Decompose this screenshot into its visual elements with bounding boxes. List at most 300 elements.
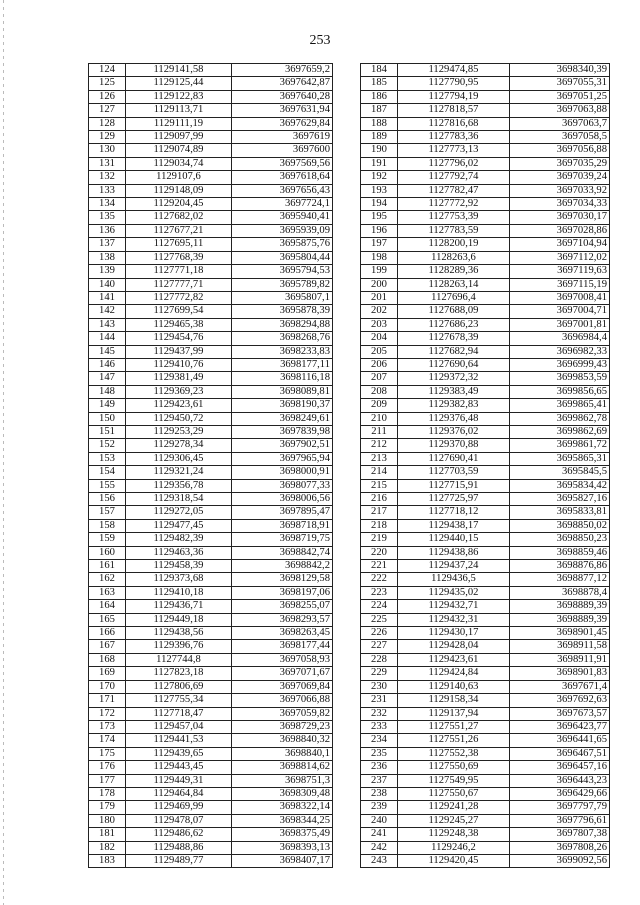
- table-row: [89, 667, 333, 680]
- point-number-cell: 230: [361, 680, 398, 693]
- point-number-cell: 209: [361, 399, 398, 412]
- x-coordinate-cell: 1129441,53: [126, 734, 232, 747]
- x-coordinate-cell: 1129458,39: [126, 560, 232, 573]
- table-row: [89, 734, 333, 747]
- x-coordinate-cell: 1129486,62: [126, 828, 232, 841]
- point-number-cell: 200: [361, 278, 398, 291]
- point-number-cell: 213: [361, 452, 398, 465]
- x-coordinate-cell: 1129122,83: [126, 90, 232, 103]
- x-coordinate-cell: 1127792,74: [398, 171, 510, 184]
- x-coordinate-cell: 1129396,76: [126, 640, 232, 653]
- y-coordinate-cell: 3697631,94: [232, 104, 333, 117]
- point-number-cell: 153: [89, 452, 126, 465]
- x-coordinate-cell: 1127773,13: [398, 144, 510, 157]
- x-coordinate-cell: 1127725,97: [398, 493, 510, 506]
- x-coordinate-cell: 1128200,19: [398, 238, 510, 251]
- point-number-cell: 210: [361, 412, 398, 425]
- table-row: [361, 131, 610, 144]
- point-number-cell: 236: [361, 761, 398, 774]
- y-coordinate-cell: 3698309,48: [232, 787, 333, 800]
- point-number-cell: 146: [89, 358, 126, 371]
- x-coordinate-cell: 1129245,27: [398, 814, 510, 827]
- x-coordinate-cell: 1129141,58: [126, 64, 232, 77]
- y-coordinate-cell: 3697119,63: [510, 265, 610, 278]
- y-coordinate-cell: 3697600: [232, 144, 333, 157]
- x-coordinate-cell: 1127715,91: [398, 479, 510, 492]
- y-coordinate-cell: 3698197,06: [232, 586, 333, 599]
- table-row: [361, 466, 610, 479]
- y-coordinate-cell: 3697034,33: [510, 198, 610, 211]
- table-row: [89, 278, 333, 291]
- point-number-cell: 162: [89, 573, 126, 586]
- x-coordinate-cell: 1129248,38: [398, 828, 510, 841]
- y-coordinate-cell: 3699862,78: [510, 412, 610, 425]
- point-number-cell: 220: [361, 546, 398, 559]
- point-number-cell: 223: [361, 586, 398, 599]
- y-coordinate-cell: 3697629,84: [232, 117, 333, 130]
- x-coordinate-cell: 1129420,45: [398, 854, 510, 867]
- y-coordinate-cell: 3698859,46: [510, 546, 610, 559]
- x-coordinate-cell: 1129321,24: [126, 466, 232, 479]
- y-coordinate-cell: 3697051,25: [510, 90, 610, 103]
- y-coordinate-cell: 3697902,51: [232, 439, 333, 452]
- point-number-cell: 207: [361, 372, 398, 385]
- y-coordinate-cell: 3697569,56: [232, 157, 333, 170]
- x-coordinate-cell: 1129140,63: [398, 680, 510, 693]
- table-row: [361, 694, 610, 707]
- x-coordinate-cell: 1127699,54: [126, 305, 232, 318]
- point-number-cell: 135: [89, 211, 126, 224]
- x-coordinate-cell: 1129306,45: [126, 452, 232, 465]
- point-number-cell: 160: [89, 546, 126, 559]
- table-row: [361, 439, 610, 452]
- x-coordinate-cell: 1128263,6: [398, 251, 510, 264]
- point-number-cell: 134: [89, 198, 126, 211]
- y-coordinate-cell: 3697004,71: [510, 305, 610, 318]
- y-coordinate-cell: 3698729,23: [232, 720, 333, 733]
- table-row: [361, 828, 610, 841]
- point-number-cell: 192: [361, 171, 398, 184]
- point-number-cell: 151: [89, 425, 126, 438]
- point-number-cell: 233: [361, 720, 398, 733]
- point-number-cell: 148: [89, 385, 126, 398]
- x-coordinate-cell: 1129148,09: [126, 184, 232, 197]
- x-coordinate-cell: 1129373,68: [126, 573, 232, 586]
- x-coordinate-cell: 1129478,07: [126, 814, 232, 827]
- y-coordinate-cell: 3698877,12: [510, 573, 610, 586]
- y-coordinate-cell: 3698089,81: [232, 385, 333, 398]
- y-coordinate-cell: 3698340,39: [510, 64, 610, 77]
- x-coordinate-cell: 1127755,34: [126, 694, 232, 707]
- x-coordinate-cell: 1129241,28: [398, 801, 510, 814]
- table-row: [89, 707, 333, 720]
- table-row: [89, 533, 333, 546]
- point-number-cell: 218: [361, 519, 398, 532]
- table-row: [361, 425, 610, 438]
- point-number-cell: 212: [361, 439, 398, 452]
- x-coordinate-cell: 1127682,02: [126, 211, 232, 224]
- point-number-cell: 202: [361, 305, 398, 318]
- y-coordinate-cell: 3697673,57: [510, 707, 610, 720]
- y-coordinate-cell: 3695865,31: [510, 452, 610, 465]
- x-coordinate-cell: 1127718,12: [398, 506, 510, 519]
- table-row: [89, 841, 333, 854]
- y-coordinate-cell: 3697063,7: [510, 117, 610, 130]
- y-coordinate-cell: 3697656,43: [232, 184, 333, 197]
- point-number-cell: 241: [361, 828, 398, 841]
- point-number-cell: 149: [89, 399, 126, 412]
- table-row: [89, 694, 333, 707]
- table-row: [361, 224, 610, 237]
- table-row: [89, 238, 333, 251]
- x-coordinate-cell: 1127550,69: [398, 761, 510, 774]
- x-coordinate-cell: 1127783,36: [398, 131, 510, 144]
- y-coordinate-cell: 3695807,1: [232, 291, 333, 304]
- point-number-cell: 201: [361, 291, 398, 304]
- table-row: [89, 814, 333, 827]
- table-row: [361, 667, 610, 680]
- point-number-cell: 164: [89, 600, 126, 613]
- x-coordinate-cell: 1129465,38: [126, 318, 232, 331]
- x-coordinate-cell: 1129450,72: [126, 412, 232, 425]
- table-row: [89, 627, 333, 640]
- y-coordinate-cell: 3698814,62: [232, 761, 333, 774]
- point-number-cell: 156: [89, 493, 126, 506]
- x-coordinate-cell: 1129381,49: [126, 372, 232, 385]
- x-coordinate-cell: 1129034,74: [126, 157, 232, 170]
- point-number-cell: 170: [89, 680, 126, 693]
- y-coordinate-cell: 3697965,94: [232, 452, 333, 465]
- table-row: [361, 104, 610, 117]
- x-coordinate-cell: 1129489,77: [126, 854, 232, 867]
- y-coordinate-cell: 3696441,65: [510, 734, 610, 747]
- point-number-cell: 228: [361, 653, 398, 666]
- x-coordinate-cell: 1129457,04: [126, 720, 232, 733]
- table-row: [89, 104, 333, 117]
- x-coordinate-cell: 1127818,57: [398, 104, 510, 117]
- point-number-cell: 191: [361, 157, 398, 170]
- x-coordinate-cell: 1127551,26: [398, 734, 510, 747]
- x-coordinate-cell: 1129469,99: [126, 801, 232, 814]
- point-number-cell: 229: [361, 667, 398, 680]
- point-number-cell: 174: [89, 734, 126, 747]
- point-number-cell: 221: [361, 560, 398, 573]
- y-coordinate-cell: 3698889,39: [510, 600, 610, 613]
- point-number-cell: 206: [361, 358, 398, 371]
- table-row: [89, 251, 333, 264]
- point-number-cell: 168: [89, 653, 126, 666]
- y-coordinate-cell: 3698840,1: [232, 747, 333, 760]
- table-row: [361, 144, 610, 157]
- table-row: [361, 573, 610, 586]
- x-coordinate-cell: 1129428,04: [398, 640, 510, 653]
- x-coordinate-cell: 1129488,86: [126, 841, 232, 854]
- point-number-cell: 180: [89, 814, 126, 827]
- x-coordinate-cell: 1127823,18: [126, 667, 232, 680]
- table-row: [361, 291, 610, 304]
- table-row: [89, 318, 333, 331]
- table-row: [89, 157, 333, 170]
- table-row: [361, 774, 610, 787]
- y-coordinate-cell: 3695804,44: [232, 251, 333, 264]
- x-coordinate-cell: 1129440,15: [398, 533, 510, 546]
- y-coordinate-cell: 3698878,4: [510, 586, 610, 599]
- table-row: [361, 814, 610, 827]
- y-coordinate-cell: 3698249,61: [232, 412, 333, 425]
- table-row: [89, 224, 333, 237]
- y-coordinate-cell: 3696423,77: [510, 720, 610, 733]
- y-coordinate-cell: 3697642,87: [232, 77, 333, 90]
- point-number-cell: 195: [361, 211, 398, 224]
- x-coordinate-cell: 1127549,95: [398, 774, 510, 787]
- point-number-cell: 211: [361, 425, 398, 438]
- y-coordinate-cell: 3698876,86: [510, 560, 610, 573]
- table-row: [361, 613, 610, 626]
- x-coordinate-cell: 1129204,45: [126, 198, 232, 211]
- point-number-cell: 138: [89, 251, 126, 264]
- table-row: [89, 265, 333, 278]
- table-row: [89, 425, 333, 438]
- x-coordinate-cell: 1129443,45: [126, 761, 232, 774]
- x-coordinate-cell: 1127771,18: [126, 265, 232, 278]
- x-coordinate-cell: 1129253,29: [126, 425, 232, 438]
- point-number-cell: 208: [361, 385, 398, 398]
- point-number-cell: 193: [361, 184, 398, 197]
- point-number-cell: 197: [361, 238, 398, 251]
- point-number-cell: 188: [361, 117, 398, 130]
- table-row: [89, 144, 333, 157]
- point-number-cell: 141: [89, 291, 126, 304]
- y-coordinate-cell: 3698268,76: [232, 332, 333, 345]
- x-coordinate-cell: 1128263,14: [398, 278, 510, 291]
- table-row: [361, 90, 610, 103]
- point-number-cell: 227: [361, 640, 398, 653]
- point-number-cell: 182: [89, 841, 126, 854]
- table-row: [361, 627, 610, 640]
- y-coordinate-cell: 3697839,98: [232, 425, 333, 438]
- table-row: [361, 479, 610, 492]
- page-number: 253: [309, 33, 331, 48]
- x-coordinate-cell: 1129449,18: [126, 613, 232, 626]
- y-coordinate-cell: 3695833,81: [510, 506, 610, 519]
- y-coordinate-cell: 3697796,61: [510, 814, 610, 827]
- y-coordinate-cell: 3698842,74: [232, 546, 333, 559]
- y-coordinate-cell: 3698190,37: [232, 399, 333, 412]
- x-coordinate-cell: 1129272,05: [126, 506, 232, 519]
- x-coordinate-cell: 1127550,67: [398, 787, 510, 800]
- x-coordinate-cell: 1129113,71: [126, 104, 232, 117]
- table-row: [89, 720, 333, 733]
- point-number-cell: 142: [89, 305, 126, 318]
- point-number-cell: 132: [89, 171, 126, 184]
- point-number-cell: 136: [89, 224, 126, 237]
- x-coordinate-cell: 1129437,24: [398, 560, 510, 573]
- point-number-cell: 150: [89, 412, 126, 425]
- table-row: [89, 332, 333, 345]
- x-coordinate-cell: 1127777,71: [126, 278, 232, 291]
- y-coordinate-cell: 3698077,33: [232, 479, 333, 492]
- table-row: [361, 345, 610, 358]
- point-number-cell: 181: [89, 828, 126, 841]
- table-row: [89, 519, 333, 532]
- x-coordinate-cell: 1127816,68: [398, 117, 510, 130]
- table-row: [361, 198, 610, 211]
- y-coordinate-cell: 3697724,1: [232, 198, 333, 211]
- x-coordinate-cell: 1127688,09: [398, 305, 510, 318]
- x-coordinate-cell: 1129438,56: [126, 627, 232, 640]
- table-row: [361, 265, 610, 278]
- x-coordinate-cell: 1129158,34: [398, 694, 510, 707]
- table-row: [89, 452, 333, 465]
- x-coordinate-cell: 1129437,99: [126, 345, 232, 358]
- y-coordinate-cell: 3697033,92: [510, 184, 610, 197]
- x-coordinate-cell: 1127686,23: [398, 318, 510, 331]
- table-row: [361, 533, 610, 546]
- point-number-cell: 126: [89, 90, 126, 103]
- y-coordinate-cell: 3697001,81: [510, 318, 610, 331]
- table-row: [89, 854, 333, 867]
- x-coordinate-cell: 1129137,94: [398, 707, 510, 720]
- point-number-cell: 129: [89, 131, 126, 144]
- y-coordinate-cell: 3698116,18: [232, 372, 333, 385]
- table-row: [361, 734, 610, 747]
- x-coordinate-cell: 1127695,11: [126, 238, 232, 251]
- x-coordinate-cell: 1129464,84: [126, 787, 232, 800]
- table-row: [89, 358, 333, 371]
- x-coordinate-cell: 1127806,69: [126, 680, 232, 693]
- x-coordinate-cell: 1129107,6: [126, 171, 232, 184]
- y-coordinate-cell: 3697028,86: [510, 224, 610, 237]
- y-coordinate-cell: 3697056,88: [510, 144, 610, 157]
- table-row: [89, 372, 333, 385]
- table-row: [89, 479, 333, 492]
- table-row: [361, 761, 610, 774]
- y-coordinate-cell: 3698393,13: [232, 841, 333, 854]
- y-coordinate-cell: 3696443,23: [510, 774, 610, 787]
- table-row: [361, 600, 610, 613]
- y-coordinate-cell: 3697055,31: [510, 77, 610, 90]
- point-number-cell: 143: [89, 318, 126, 331]
- table-row: [89, 586, 333, 599]
- y-coordinate-cell: 3697071,67: [232, 667, 333, 680]
- y-coordinate-cell: 3697058,5: [510, 131, 610, 144]
- x-coordinate-cell: 1129432,71: [398, 600, 510, 613]
- point-number-cell: 189: [361, 131, 398, 144]
- table-row: [89, 787, 333, 800]
- table-row: [361, 184, 610, 197]
- y-coordinate-cell: 3696984,4: [510, 332, 610, 345]
- point-number-cell: 199: [361, 265, 398, 278]
- table-row: [361, 452, 610, 465]
- y-coordinate-cell: 3696467,51: [510, 747, 610, 760]
- y-coordinate-cell: 3698719,75: [232, 533, 333, 546]
- x-coordinate-cell: 1129125,44: [126, 77, 232, 90]
- table-row: [361, 640, 610, 653]
- y-coordinate-cell: 3698263,45: [232, 627, 333, 640]
- point-number-cell: 232: [361, 707, 398, 720]
- x-coordinate-cell: 1129370,88: [398, 439, 510, 452]
- x-coordinate-cell: 1128289,36: [398, 265, 510, 278]
- coordinates-table-right: [360, 63, 610, 868]
- point-number-cell: 205: [361, 345, 398, 358]
- table-row: [89, 774, 333, 787]
- y-coordinate-cell: 3696429,66: [510, 787, 610, 800]
- x-coordinate-cell: 1129376,48: [398, 412, 510, 425]
- y-coordinate-cell: 3699865,41: [510, 399, 610, 412]
- table-row: [361, 560, 610, 573]
- y-coordinate-cell: 3697058,93: [232, 653, 333, 666]
- x-coordinate-cell: 1129454,76: [126, 332, 232, 345]
- table-row: [89, 77, 333, 90]
- x-coordinate-cell: 1127718,47: [126, 707, 232, 720]
- table-row: [361, 841, 610, 854]
- y-coordinate-cell: 3698850,02: [510, 519, 610, 532]
- x-coordinate-cell: 1127794,19: [398, 90, 510, 103]
- point-number-cell: 130: [89, 144, 126, 157]
- y-coordinate-cell: 3698911,58: [510, 640, 610, 653]
- y-coordinate-cell: 3697066,88: [232, 694, 333, 707]
- table-row: [89, 560, 333, 573]
- point-number-cell: 163: [89, 586, 126, 599]
- x-coordinate-cell: 1129482,39: [126, 533, 232, 546]
- table-row: [361, 64, 610, 77]
- x-coordinate-cell: 1127753,39: [398, 211, 510, 224]
- table-row: [361, 211, 610, 224]
- y-coordinate-cell: 3698840,32: [232, 734, 333, 747]
- table-row: [89, 439, 333, 452]
- y-coordinate-cell: 3697659,2: [232, 64, 333, 77]
- point-number-cell: 190: [361, 144, 398, 157]
- x-coordinate-cell: 1129246,2: [398, 841, 510, 854]
- point-number-cell: 237: [361, 774, 398, 787]
- table-row: [361, 519, 610, 532]
- x-coordinate-cell: 1127782,47: [398, 184, 510, 197]
- x-coordinate-cell: 1129111,19: [126, 117, 232, 130]
- table-row: [361, 707, 610, 720]
- y-coordinate-cell: 3695794,53: [232, 265, 333, 278]
- point-number-cell: 226: [361, 627, 398, 640]
- table-row: [89, 466, 333, 479]
- table-row: [361, 399, 610, 412]
- point-number-cell: 240: [361, 814, 398, 827]
- point-number-cell: 161: [89, 560, 126, 573]
- point-number-cell: 184: [361, 64, 398, 77]
- y-coordinate-cell: 3698850,23: [510, 533, 610, 546]
- table-row: [361, 332, 610, 345]
- point-number-cell: 194: [361, 198, 398, 211]
- table-row: [89, 184, 333, 197]
- y-coordinate-cell: 3697618,64: [232, 171, 333, 184]
- table-row: [89, 64, 333, 77]
- x-coordinate-cell: 1129410,18: [126, 586, 232, 599]
- point-number-cell: 198: [361, 251, 398, 264]
- y-coordinate-cell: 3698177,44: [232, 640, 333, 653]
- point-number-cell: 235: [361, 747, 398, 760]
- x-coordinate-cell: 1127551,27: [398, 720, 510, 733]
- table-row: [361, 854, 610, 867]
- point-number-cell: 239: [361, 801, 398, 814]
- table-row: [89, 653, 333, 666]
- table-row: [361, 385, 610, 398]
- table-row: [361, 801, 610, 814]
- x-coordinate-cell: 1127552,38: [398, 747, 510, 760]
- y-coordinate-cell: 3698375,49: [232, 828, 333, 841]
- table-row: [89, 117, 333, 130]
- point-number-cell: 128: [89, 117, 126, 130]
- point-number-cell: 219: [361, 533, 398, 546]
- x-coordinate-cell: 1129477,45: [126, 519, 232, 532]
- y-coordinate-cell: 3697619: [232, 131, 333, 144]
